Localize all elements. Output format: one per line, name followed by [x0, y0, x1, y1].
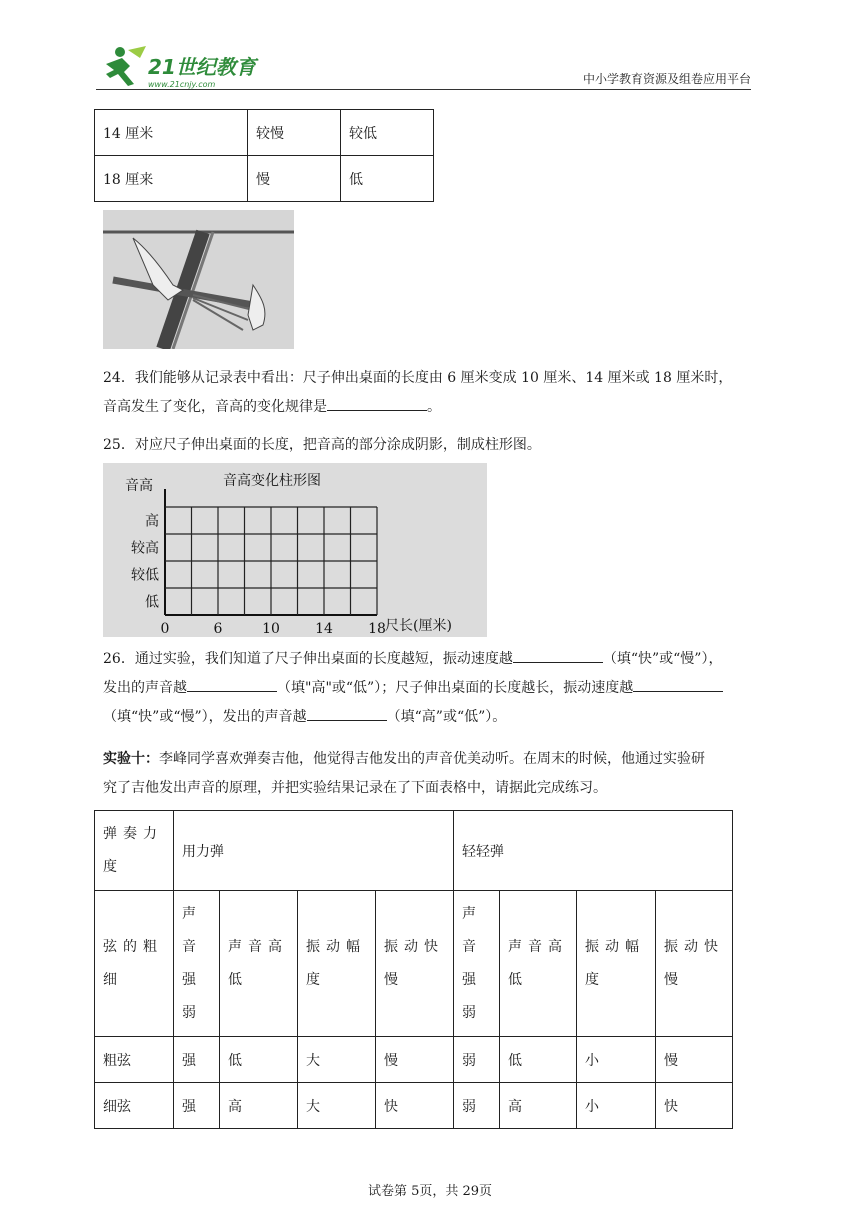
header-force-text: 弹奏力度: [103, 825, 163, 875]
table-header-row: [95, 811, 733, 891]
q26-text: （填“快”或“慢”），发出的声音越: [103, 709, 307, 725]
subheader-text: 声音高低: [508, 938, 568, 988]
table-cell: 慢: [248, 156, 341, 202]
table-cell: 较低: [341, 110, 434, 156]
subheader-cell: [656, 891, 733, 1037]
logo-text: 21世纪教育: [148, 55, 256, 79]
subheader-cell: [298, 891, 376, 1037]
chart-x-label: 尺长(厘米): [385, 618, 452, 634]
q26-text: （填“快”或“慢”），: [602, 651, 723, 667]
table-cell: 快: [656, 1083, 733, 1129]
pitch-bar-chart: [103, 463, 487, 637]
table-cell: 弱: [454, 1083, 500, 1129]
q26-text: （填"高"或“低”）；尺子伸出桌面的长度越长，振动速度越: [277, 680, 634, 696]
subheader-text: 振动快慢: [664, 938, 724, 988]
subheader-cell: [220, 891, 298, 1037]
answer-blank[interactable]: [307, 706, 387, 721]
exp10-line2: 究了吉他发出声音的原理，并把实验结果记录在了下面表格中，请据此完成练习。: [103, 780, 607, 796]
q26-text: 发出的声音越: [103, 680, 187, 696]
header-force: [95, 811, 174, 891]
pitch-record-table: [94, 109, 434, 202]
table-cell: 慢: [376, 1037, 454, 1083]
q26-text: 26．通过实验，我们知道了尺子伸出桌面的长度越短，振动速度越: [103, 651, 513, 667]
table-cell: 小: [577, 1083, 656, 1129]
chart-x-tick-label: 0: [160, 621, 170, 637]
subheader-cell: [577, 891, 656, 1037]
answer-blank[interactable]: [327, 396, 427, 411]
q24-line2-suffix: 。: [427, 399, 441, 415]
table-cell: 低: [500, 1037, 577, 1083]
q24-line1: 24．我们能够从记录表中看出：尺子伸出桌面的长度由 6 厘米变成 10 厘米、14 厘米或 18 厘米时，: [103, 370, 733, 386]
question-24: [103, 364, 753, 422]
table-row: [95, 1037, 733, 1083]
header-light-group: 轻轻弹: [454, 811, 733, 891]
subheader-text: 声音高低: [228, 938, 288, 988]
ruler-experiment-photo: [103, 210, 294, 349]
chart-y-tick-label: 高: [145, 513, 159, 530]
table-cell: 18 厘来: [95, 156, 248, 202]
table-row: [95, 110, 434, 156]
table-cell: 大: [298, 1037, 376, 1083]
header-strong-group: 用力弹: [174, 811, 454, 891]
header-string: [95, 891, 174, 1037]
subheader-cell: [454, 891, 500, 1037]
answer-blank[interactable]: [513, 648, 603, 663]
table-cell: 小: [577, 1037, 656, 1083]
experiment-10: [103, 745, 753, 803]
q26-text: （填“高”或“低”）。: [386, 709, 507, 725]
subheader-cell: [174, 891, 220, 1037]
question-26: [103, 645, 763, 732]
header-string-text: 弦的粗细: [103, 938, 163, 988]
q26-line2: [103, 674, 763, 703]
table-cell: 弱: [454, 1037, 500, 1083]
logo-url: www.21cnjy.com: [148, 80, 216, 89]
table-cell: 慢: [656, 1037, 733, 1083]
table-cell: 快: [376, 1083, 454, 1129]
chart-x-tick-label: 10: [262, 621, 280, 637]
subheader-text: 振动幅度: [306, 938, 366, 988]
exp10-label: 实验十：: [103, 751, 159, 767]
table-cell: 大: [298, 1083, 376, 1129]
chart-y-tick-label: 较高: [131, 540, 159, 557]
table-row: [95, 156, 434, 202]
table-cell: 高: [500, 1083, 577, 1129]
subheader-text: 声音强弱: [462, 905, 476, 1021]
subheader-text: 振动快慢: [384, 938, 444, 988]
q26-line1: [103, 645, 763, 674]
chart-y-tick-label: 低: [145, 594, 159, 611]
header-divider: [96, 89, 751, 90]
chart-x-tick-label: 18: [368, 621, 386, 637]
subheader-text: 声音强弱: [182, 905, 196, 1021]
subheader-cell: [500, 891, 577, 1037]
q26-line3: [103, 703, 763, 732]
subheader-text: 振动幅度: [585, 938, 645, 988]
platform-title: 中小学教育资源及组卷应用平台: [582, 72, 751, 86]
table-row: [95, 1083, 733, 1129]
table-subheader-row: [95, 891, 733, 1037]
row-name: 细弦: [95, 1083, 174, 1129]
site-logo: [100, 44, 270, 90]
table-cell: 较慢: [248, 110, 341, 156]
answer-blank[interactable]: [187, 677, 277, 692]
table-cell: 低: [341, 156, 434, 202]
table-cell: 强: [174, 1083, 220, 1129]
table-cell: 强: [174, 1037, 220, 1083]
table-cell: 14 厘米: [95, 110, 248, 156]
subheader-cell: [376, 891, 454, 1037]
question-25: 25．对应尺子伸出桌面的长度，把音高的部分涂成阴影，制成柱形图。: [103, 437, 541, 453]
chart-x-tick-label: 14: [315, 621, 333, 637]
chart-y-label: 音高: [125, 478, 153, 494]
guitar-experiment-table: [94, 810, 733, 1129]
table-cell: 高: [220, 1083, 298, 1129]
q24-line2: [103, 393, 753, 422]
chart-x-tick-label: 6: [213, 621, 223, 637]
q24-line2-prefix: 音高发生了变化，音高的变化规律是: [103, 399, 327, 415]
chart-title: 音高变化柱形图: [223, 473, 321, 489]
table-cell: 低: [220, 1037, 298, 1083]
row-name: 粗弦: [95, 1037, 174, 1083]
answer-blank[interactable]: [633, 677, 723, 692]
exp10-line1: [103, 745, 753, 774]
page-footer: 试卷第 5页，共 29页: [367, 1184, 493, 1199]
exp10-text: 李峰同学喜欢弹奏吉他，他觉得吉他发出的声音优美动听。在周末的时候，他通过实验研: [159, 751, 705, 767]
chart-y-tick-label: 较低: [131, 567, 159, 584]
